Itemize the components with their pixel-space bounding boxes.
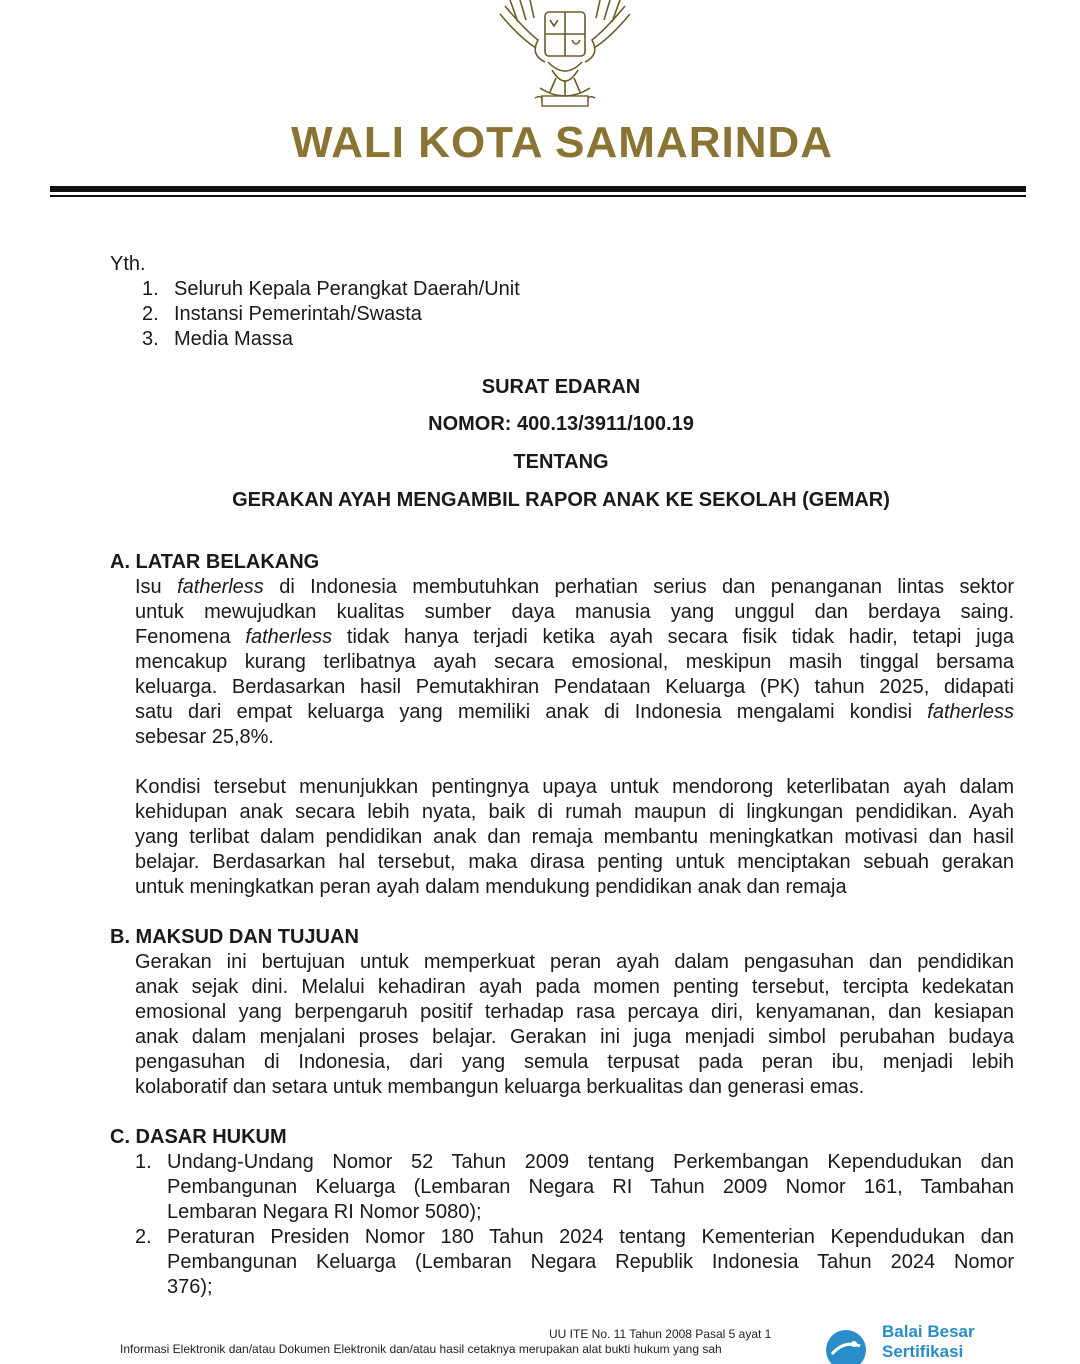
footer-notice: Informasi Elektronik dan/atau Dokumen Elektronik dan/atau hasil cetaknya merupakan alat bukti hukum yang sah (120, 1342, 722, 1356)
section-c-title: C. DASAR HUKUM (110, 1126, 287, 1148)
section-b-line: Gerakan ini bertujuan untuk memperkuat peran ayah dalam pengasuhan dan pendidikan (135, 951, 1014, 973)
section-b-paragraph (135, 950, 1014, 1100)
addressee-item-number: 1. (142, 278, 159, 300)
bsre-line-2: Sertifikasi (882, 1342, 964, 1361)
letter-number: NOMOR: 400.13/3911/100.19 (428, 413, 694, 435)
section-a-title: A. LATAR BELAKANG (110, 551, 320, 573)
section-a-line: belajar. Berdasarkan hal tersebut, maka dirasa penting untuk menciptakan sebuah gerakan (135, 851, 1014, 873)
letter-subject: GERAKAN AYAH MENGAMBIL RAPOR ANAK KE SEKOLAH (GEMAR) (232, 489, 890, 511)
section-a-line (135, 575, 1014, 600)
italic-term: fatherless (245, 626, 333, 648)
letter-type: SURAT EDARAN (481, 376, 641, 398)
bsre-label (882, 1322, 975, 1362)
addressee-item: Media Massa (174, 328, 293, 350)
section-a-line (135, 700, 1014, 725)
addressee-item: Instansi Pemerintah/Swasta (174, 303, 422, 325)
text-run: satu dari empat keluarga yang memiliki anak di Indonesia mengalami kondisi (135, 701, 928, 723)
section-a-line: keluarga. Berdasarkan hasil Pemutakhiran Pendataan Keluarga (PK) tahun 2025, didapati (135, 676, 1014, 698)
header-rule-thick (50, 186, 1026, 192)
garuda-emblem-icon (490, 0, 640, 118)
bsre-line-1: Balai Besar (882, 1322, 975, 1341)
section-a-line: untuk mewujudkan kualitas sumber daya manusia yang unggul dan berdaya saing. (135, 601, 1014, 623)
text-run: Fenomena (135, 626, 246, 648)
organization-title: WALI KOTA SAMARINDA (290, 118, 834, 167)
text-run: di Indonesia membutuhkan perhatian serius dan penanganan lintas sektor (263, 576, 1014, 598)
bsre-logo-icon (820, 1324, 876, 1364)
law-line: Pembangunan Keluarga (Lembaran Negara Republik Indonesia Tahun 2024 Nomor (167, 1251, 1014, 1273)
law-line: Undang-Undang Nomor 52 Tahun 2009 tentang Perkembangan Kependudukan dan (167, 1151, 1014, 1173)
section-b-line: emosional yang berpengaruh positif terhadap rasa percaya diri, kenyamanan, dan kesiapan (135, 1001, 1014, 1023)
section-b-line: anak sejak dini. Melalui kehadiran ayah pada momen penting tersebut, tercipta kedekatan (135, 976, 1014, 998)
law-line: Lembaran Negara RI Nomor 5080); (167, 1201, 482, 1223)
section-a-line: kehidupan anak secara lebih nyata, baik di rumah maupun di lingkungan pendidikan. Ayah (135, 801, 1014, 823)
letter-about: TENTANG (513, 451, 609, 473)
law-item (167, 1225, 1014, 1300)
text-run: Isu (135, 576, 178, 598)
section-a-line: Kondisi tersebut menunjukkan pentingnya upaya untuk mendorong keterlibatan ayah dalam (135, 776, 1014, 798)
law-line: Pembangunan Keluarga (Lembaran Negara RI Tahun 2009 Nomor 161, Tambahan (167, 1176, 1014, 1198)
section-b-line: kolaboratif dan setara untuk membangun keluarga berkualitas dan generasi emas. (135, 1076, 865, 1098)
italic-term: fatherless (927, 701, 1014, 723)
section-a-paragraph-1 (135, 575, 1014, 750)
section-a-line: mencakup kurang terlibatnya ayah secara emosional, meskipun masih tinggal bersama (135, 651, 1014, 673)
law-item-number: 2. (135, 1226, 152, 1248)
law-item (167, 1150, 1014, 1225)
section-b-line: anak dalam menjalani proses belajar. Gerakan ini juga menjadi simbol perubahan budaya (135, 1026, 1014, 1048)
addressee-item-number: 3. (142, 328, 159, 350)
footer-law-reference: UU ITE No. 11 Tahun 2008 Pasal 5 ayat 1 (549, 1327, 772, 1341)
section-a-line (135, 625, 1014, 650)
section-a-line: sebesar 25,8%. (135, 726, 274, 748)
addressee-item: Seluruh Kepala Perangkat Daerah/Unit (174, 278, 520, 300)
text-run: tidak hanya terjadi ketika ayah secara fisik tidak hadir, tetapi juga (332, 626, 1014, 648)
law-line: Peraturan Presiden Nomor 180 Tahun 2024 tentang Kementerian Kependudukan dan (167, 1226, 1014, 1248)
law-line: 376); (167, 1276, 213, 1298)
section-b-line: pengasuhan di Indonesia, dari yang semula terpusat pada peran ibu, menjadi lebih (135, 1051, 1014, 1073)
header-rule-thin (50, 195, 1026, 197)
law-item-number: 1. (135, 1151, 152, 1173)
section-a-line: yang terlibat dalam pendidikan anak dan remaja membantu meningkatkan motivasi dan hasil (135, 826, 1014, 848)
section-b-title: B. MAKSUD DAN TUJUAN (110, 926, 359, 948)
addressee-item-number: 2. (142, 303, 159, 325)
italic-term: fatherless (177, 576, 264, 598)
section-a-line: untuk meningkatkan peran ayah dalam mendukung pendidikan anak dan remaja (135, 876, 847, 898)
section-a-paragraph-2 (135, 775, 1014, 900)
addressee-label: Yth. (110, 253, 146, 275)
